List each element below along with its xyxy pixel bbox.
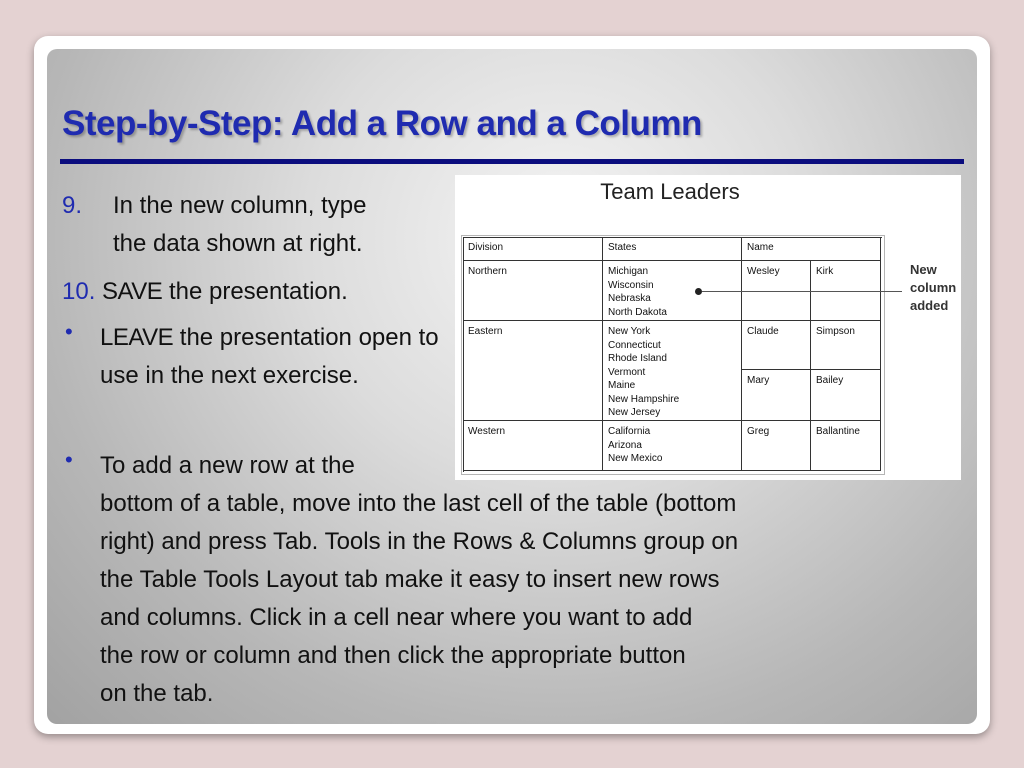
table-cell-last-name: Simpson bbox=[811, 321, 881, 370]
step-9-line-2: the data shown at right. bbox=[113, 230, 363, 257]
table-cell-first-name: Claude bbox=[742, 321, 811, 370]
callout-line bbox=[702, 291, 902, 292]
table-header-name: Name bbox=[742, 237, 881, 261]
table-cell-first-name: Mary bbox=[742, 370, 811, 421]
table-cell-states: California Arizona New Mexico bbox=[603, 421, 742, 471]
table-cell-first-name: Greg bbox=[742, 421, 811, 471]
callout-label: New column added bbox=[910, 262, 957, 313]
bullet-tip-line: the Table Tools Layout tab make it easy to insert new rows bbox=[100, 566, 720, 593]
table-cell-division: Eastern bbox=[463, 321, 603, 421]
team-leaders-figure bbox=[455, 175, 961, 480]
table-header-states: States bbox=[603, 237, 742, 261]
callout-dot bbox=[695, 288, 702, 295]
step-10-keyword: SAVE bbox=[102, 278, 163, 305]
table-cell-last-name: Ballantine bbox=[811, 421, 881, 471]
bullet-tip-line: right) and press Tab. Tools in the Rows & Columns group on bbox=[100, 528, 739, 555]
bullet-tip-line: the row or column and then click the appropriate button bbox=[100, 642, 686, 669]
table-cell-last-name: Kirk bbox=[811, 261, 881, 321]
step-10-text: the presentation. bbox=[162, 278, 348, 305]
table-cell-first-name: Wesley bbox=[742, 261, 811, 321]
table-header-division: Division bbox=[463, 237, 603, 261]
team-leaders-table bbox=[461, 235, 885, 475]
table-cell-states: Michigan Wisconsin Nebraska North Dakota bbox=[603, 261, 742, 321]
bullet-tip-line: bottom of a table, move into the last cell of the table (bottom bbox=[100, 490, 737, 517]
bullet-leave bbox=[100, 319, 440, 395]
table-cell-division: Western bbox=[463, 421, 603, 471]
figure-title: Team Leaders bbox=[600, 179, 740, 204]
table-cell-states: New York Connecticut Rhode Island Vermont Maine New Hampshire New Jersey bbox=[603, 321, 742, 421]
bullet-tip-line: and columns. Click in a cell near where you want to add bbox=[100, 604, 693, 631]
bullet-icon: • bbox=[65, 447, 73, 472]
step-number: 9. bbox=[62, 192, 83, 219]
bullet-tip-line: on the tab. bbox=[100, 680, 214, 707]
bullet-leave-keyword: LEAVE bbox=[100, 324, 174, 351]
bullet-tip-first-line: To add a new row at the bbox=[100, 452, 355, 479]
title-underline bbox=[60, 159, 964, 164]
table-cell-last-name: Bailey bbox=[811, 370, 881, 421]
step-10 bbox=[62, 273, 348, 311]
slide-title: Step-by-Step: Add a Row and a Column bbox=[62, 104, 702, 143]
slide bbox=[47, 49, 977, 724]
bullet-tip bbox=[100, 485, 960, 713]
step-9-line-1: In the new column, type bbox=[113, 192, 367, 219]
bullet-leave-text: the presentation open to use in the next exercise. bbox=[100, 324, 439, 389]
bullet-icon: • bbox=[65, 319, 73, 344]
table-cell-division: Northern bbox=[463, 261, 603, 321]
step-number: 10. bbox=[62, 278, 96, 305]
